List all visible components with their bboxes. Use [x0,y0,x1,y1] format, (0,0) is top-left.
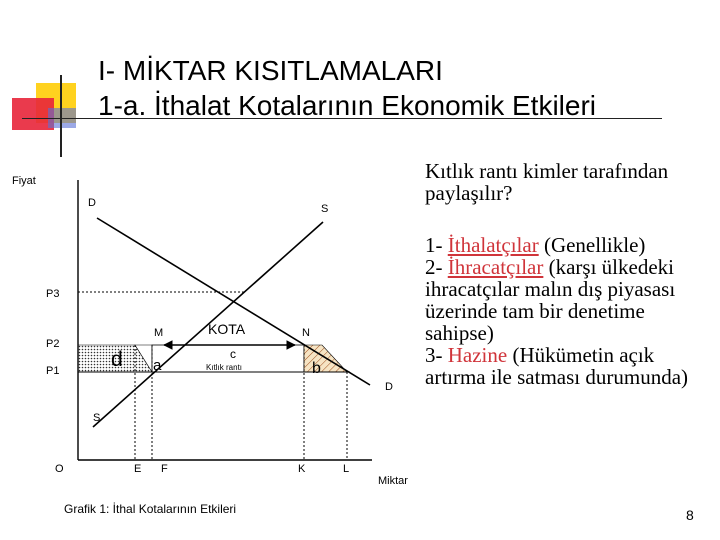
area-c-label: c [230,347,236,361]
demand-bottom-label: D [385,381,393,393]
side-item-3-who: Hazine [447,343,508,367]
side-item-1: 1- İthalatçılar (Genellikle) [425,233,646,257]
qty-label-l: L [343,463,350,475]
title-line-1: I- MİKTAR KISITLAMALARI [98,55,443,86]
point-n-label: N [302,327,310,339]
kitlik-rant-label: Kıtlık rantı [206,363,243,372]
price-label-p1: P1 [46,365,60,377]
axis-y-label: Fiyat [12,175,36,187]
page-number: 8 [686,507,694,523]
side-item-2: 2- İhracatçılar (karşı ülkedeki ihracatçılar malın dış piyasası üzerinde tam bir denetime sahipse) [425,255,676,345]
side-question: Kıtlık rantı kimler tarafından paylaşılır? [425,159,669,205]
area-a-label: a [153,357,162,374]
side-item-3: 3- Hazine (Hükümetin açık artırma ile satması durumunda) [425,343,689,389]
price-label-p3: P3 [46,288,60,300]
qty-label-f: F [161,463,168,475]
qty-label-e: E [134,463,142,475]
origin-label: O [55,463,64,475]
price-label-p2: P2 [46,338,60,350]
kota-label: KOTA [208,321,246,337]
supply-bottom-label: S [93,412,101,424]
point-m-label: M [154,327,164,339]
side-item-1-who: İthalatçılar [447,233,539,257]
side-text [425,160,717,388]
supply-top-label: S [321,203,329,215]
qty-label-k: K [298,463,306,475]
area-d-label: d [111,348,123,371]
demand-top-label: D [88,197,96,209]
title-line-2: 1-a. İthalat Kotalarının Ekonomik Etkileri [98,90,597,121]
area-b-label: b [312,360,321,377]
diagram-caption: Grafik 1: İthal Kotalarının Etkileri [64,502,237,516]
axis-x-label: Miktar [378,475,408,487]
side-item-2-who: İhracatçılar [447,255,544,279]
